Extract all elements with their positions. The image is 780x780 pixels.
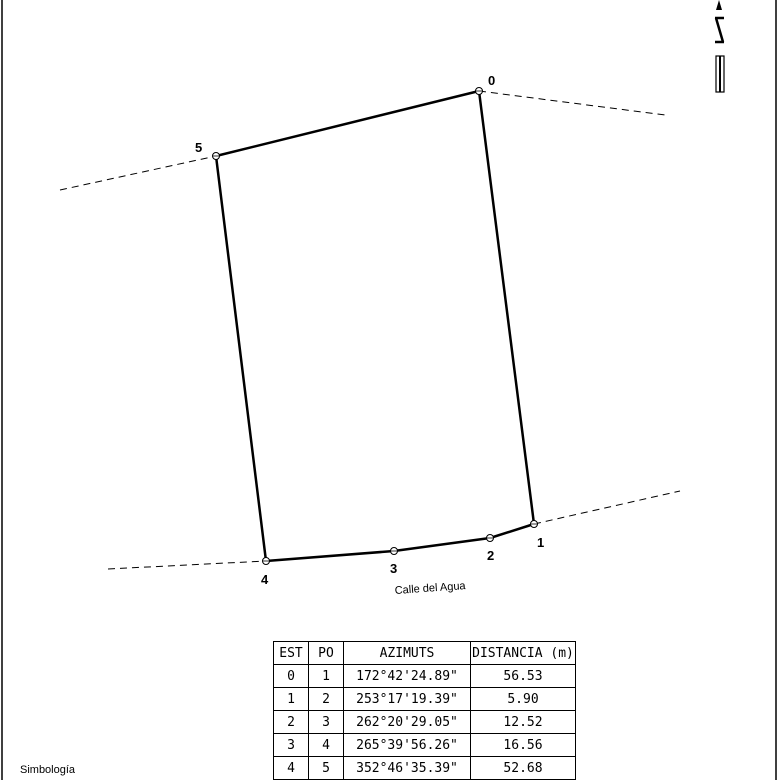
table-cell-po: 4 — [309, 734, 344, 757]
table-cell-po: 3 — [309, 711, 344, 734]
vertex-label-2: 2 — [487, 548, 495, 563]
table-cell-distancia: 56.53 — [471, 665, 576, 688]
bearing-distance-table — [273, 641, 576, 780]
table-row — [274, 665, 576, 688]
table-cell-est: 2 — [274, 711, 309, 734]
vertex-label-3: 3 — [390, 561, 398, 576]
table-cell-distancia: 12.52 — [471, 711, 576, 734]
north-arrow-icon — [715, 0, 724, 92]
vertex-label-5: 5 — [195, 140, 203, 155]
table-header-azimuts: AZIMUTS — [344, 642, 471, 665]
vertex-marker-2 — [487, 535, 494, 542]
boundary-dashed-line-top-right — [479, 91, 665, 115]
table-cell-distancia: 5.90 — [471, 688, 576, 711]
vertex-label-4: 4 — [261, 572, 269, 587]
table-header-row — [274, 642, 576, 665]
table-row — [274, 711, 576, 734]
boundary-dashed-line-top-left — [60, 156, 216, 190]
table-cell-distancia: 16.56 — [471, 734, 576, 757]
table-cell-azimut: 262°20'29.05" — [344, 711, 471, 734]
boundary-dashed-line-bottom-right — [534, 491, 680, 524]
table-cell-est: 4 — [274, 757, 309, 780]
table-cell-est: 3 — [274, 734, 309, 757]
vertex-label-0: 0 — [488, 73, 496, 88]
table-row — [274, 688, 576, 711]
vertex-marker-4 — [263, 558, 270, 565]
vertex-marker-5 — [213, 153, 220, 160]
table-row — [274, 757, 576, 780]
vertex-marker-0 — [476, 88, 483, 95]
table-header-po: PO — [309, 642, 344, 665]
table-cell-po: 2 — [309, 688, 344, 711]
table-cell-est: 0 — [274, 665, 309, 688]
table-cell-azimut: 172°42'24.89" — [344, 665, 471, 688]
table-cell-azimut: 265°39'56.26" — [344, 734, 471, 757]
table-cell-distancia: 52.68 — [471, 757, 576, 780]
table-cell-po: 5 — [309, 757, 344, 780]
boundary-dashed-line-bottom-left — [108, 561, 266, 569]
table-cell-est: 1 — [274, 688, 309, 711]
property-polygon — [216, 91, 534, 561]
vertex-label-1: 1 — [537, 535, 545, 550]
table-cell-azimut: 253°17'19.39" — [344, 688, 471, 711]
table-cell-po: 1 — [309, 665, 344, 688]
vertex-marker-3 — [391, 548, 398, 555]
table-row — [274, 734, 576, 757]
street-label: Calle del Agua — [394, 580, 466, 597]
table-header-distancia: DISTANCIA (m) — [471, 642, 576, 665]
legend-title: Simbología — [20, 764, 76, 776]
table-header-est: EST — [274, 642, 309, 665]
vertex-marker-1 — [531, 521, 538, 528]
table-cell-azimut: 352°46'35.39" — [344, 757, 471, 780]
